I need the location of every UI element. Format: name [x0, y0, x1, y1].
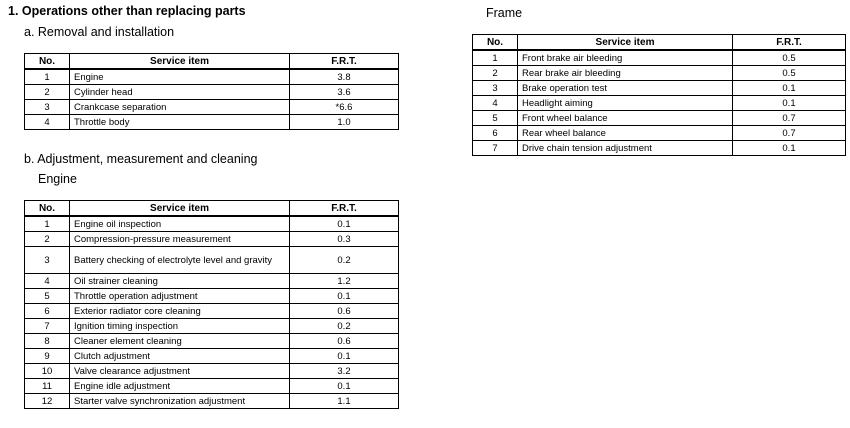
row-number: 3 — [25, 247, 70, 274]
service-item: Exterior radiator core cleaning — [70, 304, 290, 319]
row-number: 7 — [25, 319, 70, 334]
row-number: 5 — [473, 111, 518, 126]
frt-value: 0.1 — [290, 289, 399, 304]
table-row — [25, 304, 399, 319]
row-number: 6 — [25, 304, 70, 319]
removal-heading: a. Removal and installation — [24, 25, 175, 39]
frt-value: 0.6 — [290, 304, 399, 319]
service-item: Cylinder head — [70, 85, 290, 100]
frt-value: 3.8 — [290, 69, 399, 85]
row-number: 9 — [25, 349, 70, 364]
row-number: 4 — [25, 274, 70, 289]
table-header-row — [25, 201, 399, 217]
adjustment-table — [24, 200, 399, 409]
frame-table — [472, 34, 846, 156]
table-row — [25, 100, 399, 115]
frt-value: 1.2 — [290, 274, 399, 289]
frt-value: 3.6 — [290, 85, 399, 100]
table-row — [473, 66, 846, 81]
frt-value: 0.2 — [290, 247, 399, 274]
row-number: 7 — [473, 141, 518, 156]
frt-value: 0.1 — [733, 81, 846, 96]
row-number: 2 — [25, 85, 70, 100]
table-row — [473, 126, 846, 141]
table-row — [25, 289, 399, 304]
service-item: Engine idle adjustment — [70, 379, 290, 394]
adjustment-heading: b. Adjustment, measurement and cleaning — [24, 152, 258, 166]
frt-value: 0.1 — [290, 349, 399, 364]
service-item: Clutch adjustment — [70, 349, 290, 364]
row-number: 4 — [25, 115, 70, 130]
service-item: Compression-pressure measurement — [70, 232, 290, 247]
row-number: 2 — [473, 66, 518, 81]
table-header-row — [25, 54, 399, 70]
frt-value: 0.5 — [733, 66, 846, 81]
table-row — [25, 232, 399, 247]
service-item: Valve clearance adjustment — [70, 364, 290, 379]
frt-value: 0.1 — [290, 216, 399, 232]
service-item: Throttle body — [70, 115, 290, 130]
row-number: 10 — [25, 364, 70, 379]
service-item: Throttle operation adjustment — [70, 289, 290, 304]
service-item: Crankcase separation — [70, 100, 290, 115]
column-header: No. — [25, 54, 70, 70]
column-header: Service item — [518, 35, 733, 51]
table-row — [473, 50, 846, 66]
table-row — [25, 349, 399, 364]
frt-value: *6.6 — [290, 100, 399, 115]
service-item: Rear wheel balance — [518, 126, 733, 141]
row-number: 4 — [473, 96, 518, 111]
frt-value: 0.1 — [290, 379, 399, 394]
frt-value: 3.2 — [290, 364, 399, 379]
row-number: 8 — [25, 334, 70, 349]
table-header-row — [473, 35, 846, 51]
column-header: F.R.T. — [290, 54, 399, 70]
table-row — [473, 81, 846, 96]
service-item: Engine oil inspection — [70, 216, 290, 232]
row-number: 6 — [473, 126, 518, 141]
frt-value: 1.0 — [290, 115, 399, 130]
table-row — [25, 319, 399, 334]
table-row — [25, 115, 399, 130]
service-item: Oil strainer cleaning — [70, 274, 290, 289]
table-row — [25, 85, 399, 100]
row-number: 3 — [473, 81, 518, 96]
section-heading: 1. Operations other than replacing parts — [8, 4, 246, 18]
table-row — [25, 247, 399, 274]
table-row — [25, 334, 399, 349]
row-number: 11 — [25, 379, 70, 394]
frt-value: 0.6 — [290, 334, 399, 349]
frt-value: 0.1 — [733, 141, 846, 156]
column-header: No. — [25, 201, 70, 217]
column-header: Service item — [70, 54, 290, 70]
engine-subheading: Engine — [38, 172, 77, 186]
table-row — [25, 394, 399, 409]
service-item: Rear brake air bleeding — [518, 66, 733, 81]
column-header: F.R.T. — [733, 35, 846, 51]
row-number: 5 — [25, 289, 70, 304]
removal-table — [24, 53, 399, 130]
service-item: Headlight aiming — [518, 96, 733, 111]
service-item: Cleaner element cleaning — [70, 334, 290, 349]
service-item: Battery checking of electrolyte level and gravity — [70, 247, 290, 274]
table-row — [473, 96, 846, 111]
column-header: Service item — [70, 201, 290, 217]
frt-value: 0.2 — [290, 319, 399, 334]
table-row — [25, 274, 399, 289]
row-number: 1 — [25, 216, 70, 232]
service-item: Starter valve synchronization adjustment — [70, 394, 290, 409]
table-row — [25, 216, 399, 232]
table-row — [25, 69, 399, 85]
frt-value: 1.1 — [290, 394, 399, 409]
row-number: 12 — [25, 394, 70, 409]
frt-value: 0.1 — [733, 96, 846, 111]
table-row — [25, 364, 399, 379]
service-item: Front wheel balance — [518, 111, 733, 126]
row-number: 1 — [473, 50, 518, 66]
column-header: No. — [473, 35, 518, 51]
table-row — [473, 141, 846, 156]
frt-value: 0.7 — [733, 126, 846, 141]
table-row — [25, 379, 399, 394]
frt-value: 0.3 — [290, 232, 399, 247]
table-row — [473, 111, 846, 126]
service-item: Front brake air bleeding — [518, 50, 733, 66]
frt-value: 0.7 — [733, 111, 846, 126]
row-number: 3 — [25, 100, 70, 115]
service-item: Brake operation test — [518, 81, 733, 96]
service-item: Engine — [70, 69, 290, 85]
row-number: 1 — [25, 69, 70, 85]
column-header: F.R.T. — [290, 201, 399, 217]
frame-heading: Frame — [486, 6, 523, 20]
row-number: 2 — [25, 232, 70, 247]
frt-value: 0.5 — [733, 50, 846, 66]
service-item: Ignition timing inspection — [70, 319, 290, 334]
service-item: Drive chain tension adjustment — [518, 141, 733, 156]
